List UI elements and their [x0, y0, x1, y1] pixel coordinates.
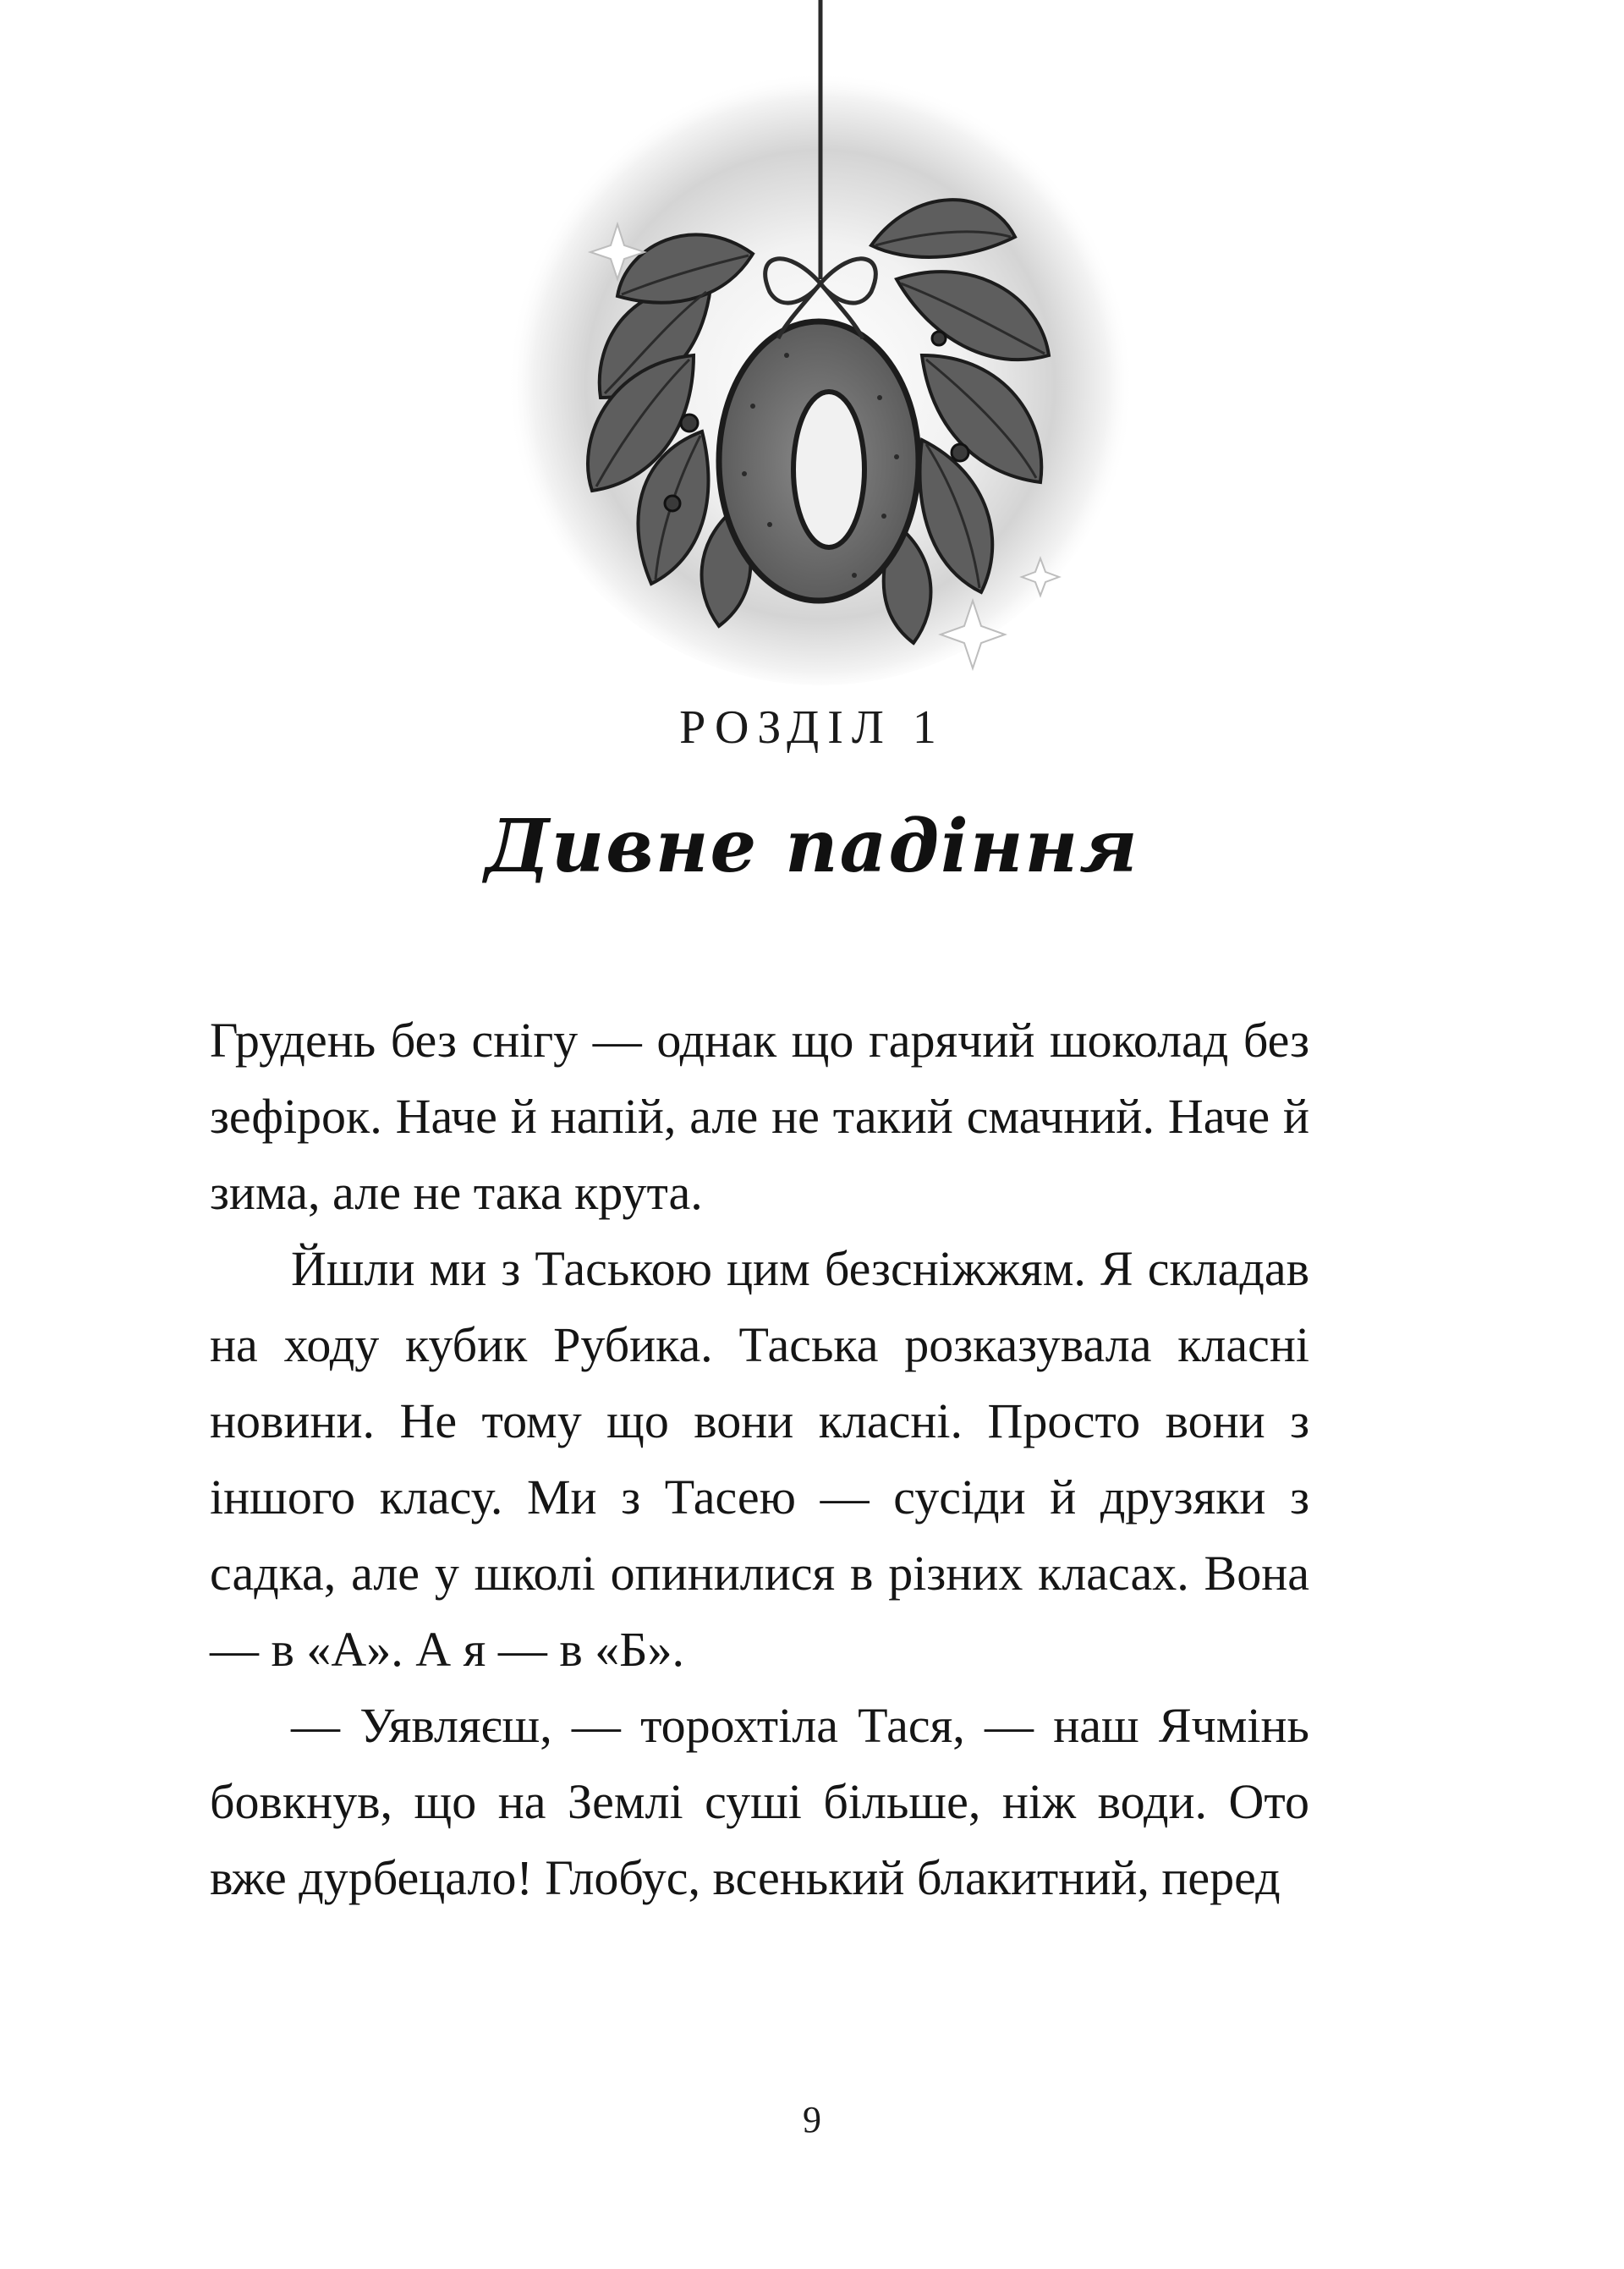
paragraph: Грудень без снігу — однак що гарячий шоколад без зефірок. Наче й напій, але не такий смачний. Наче й зима, але не така крута. — [210, 1013, 1309, 1220]
chapter-label: РОЗДІЛ 1 — [679, 701, 945, 754]
chapter-illustration — [499, 0, 1142, 694]
paragraph: — Уявляєш, — торохтіла Тася, — наш Ячмінь бовкнув, що на Землі суші більше, ніж води. Ото вже дурбецало! Глобус, всенький блакитний, перед — [210, 1698, 1309, 1905]
chapter-title: Дивне падіння — [485, 804, 1139, 889]
chapter-body — [210, 1003, 1309, 1916]
page-number: 9 — [803, 2099, 821, 2140]
bagel-wreath-icon — [499, 0, 1142, 694]
bagel — [719, 321, 919, 601]
paragraph: Йшли ми з Таською цим безсніжжям. Я складав на ходу кубик Рубика. Таська розказувала класні новини. Не тому що вони класні. Просто вони з іншого класу. Ми з Тасею — сусіди й друзяки з садка, але у школі опинилися в різних класах. Вона — в «А». А я — в «Б». — [210, 1241, 1309, 1677]
